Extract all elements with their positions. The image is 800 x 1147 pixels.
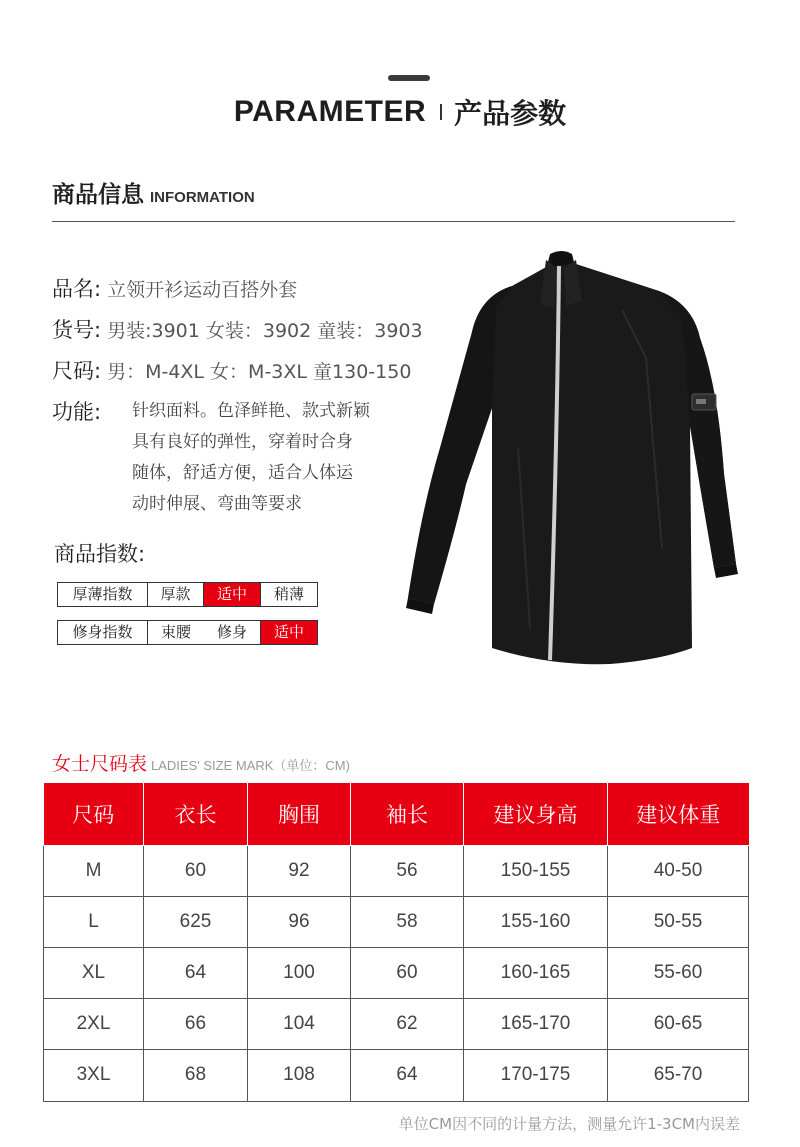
size-cell: L xyxy=(44,896,144,947)
info-section-title-cn: 商品信息 xyxy=(52,182,144,208)
thickness-option: 稍薄 xyxy=(273,585,304,603)
header-separator xyxy=(440,104,442,120)
size-cell: 100 xyxy=(248,947,351,998)
section-divider xyxy=(52,221,735,222)
size-cell: 3XL xyxy=(44,1049,144,1101)
table-row xyxy=(44,1049,749,1101)
function-line: 针织面料。色泽鲜艳、款式新颖 xyxy=(132,401,370,421)
table-row xyxy=(44,947,749,998)
size-cell: XL xyxy=(44,947,144,998)
fit-option-selected: 适中 xyxy=(261,621,317,644)
size-cell: M xyxy=(44,845,144,896)
size-cell: 40-50 xyxy=(608,845,749,896)
size-cell: 170-175 xyxy=(464,1049,608,1101)
info-value: 男：M-4XL 女：M-3XL 童130-150 xyxy=(107,361,412,383)
size-cell: 150-155 xyxy=(464,845,608,896)
size-cell: 68 xyxy=(144,1049,248,1101)
function-line: 动时伸展、弯曲等要求 xyxy=(132,494,302,514)
fit-index-label: 修身指数 xyxy=(58,621,148,644)
index-title: 商品指数: xyxy=(54,542,146,566)
size-cell: 64 xyxy=(144,947,248,998)
size-cell: 104 xyxy=(248,998,351,1049)
size-cell: 55-60 xyxy=(608,947,749,998)
size-cell: 96 xyxy=(248,896,351,947)
size-chart-title xyxy=(52,749,350,776)
fit-option: 束腰 xyxy=(160,623,191,641)
thickness-index xyxy=(57,582,318,607)
table-row xyxy=(44,845,749,896)
info-label: 品名: xyxy=(52,277,102,301)
size-cell: 108 xyxy=(248,1049,351,1101)
info-row-sku xyxy=(52,314,423,344)
function-line: 随体，舒适方便，适合人体运 xyxy=(132,463,353,483)
info-section-title xyxy=(52,176,255,209)
size-header-cell: 胸围 xyxy=(248,783,351,845)
size-chart-table xyxy=(43,783,749,1102)
size-cell: 62 xyxy=(351,998,464,1049)
info-label: 货号: xyxy=(52,318,102,342)
info-section-title-en: INFORMATION xyxy=(150,189,255,206)
size-cell: 66 xyxy=(144,998,248,1049)
size-cell: 60 xyxy=(351,947,464,998)
header-title-cn: 产品参数 xyxy=(454,97,567,130)
function-line: 具有良好的弹性，穿着时合身 xyxy=(132,432,353,452)
size-cell: 2XL xyxy=(44,998,144,1049)
size-header-cell: 尺码 xyxy=(44,783,144,845)
size-header-cell: 衣长 xyxy=(144,783,248,845)
thickness-option: 厚款 xyxy=(148,583,204,606)
size-cell: 625 xyxy=(144,896,248,947)
thickness-index-label: 厚薄指数 xyxy=(58,583,148,606)
size-cell: 64 xyxy=(351,1049,464,1101)
size-chart-title-en: LADIES' SIZE MARK（单位：CM) xyxy=(151,758,350,773)
thickness-option-selected: 适中 xyxy=(204,583,261,606)
measurement-footnote: 单位CM因不同的计量方法，测量允许1-3CM内误差 xyxy=(398,1115,740,1133)
fit-option: 修身 xyxy=(204,621,261,644)
info-value: 男装:3901 女装：3902 童装：3903 xyxy=(107,320,423,342)
size-chart-title-cn: 女士尺码表 xyxy=(52,753,148,775)
header-decoration-bar xyxy=(388,75,430,81)
size-header-cell: 建议身高 xyxy=(464,783,608,845)
size-cell: 92 xyxy=(248,845,351,896)
function-text xyxy=(132,396,402,520)
size-cell: 65-70 xyxy=(608,1049,749,1101)
header-title-en: PARAMETER xyxy=(233,95,427,128)
size-cell: 160-165 xyxy=(464,947,608,998)
function-label: 功能: xyxy=(52,400,102,424)
size-chart-header-row xyxy=(44,783,749,845)
table-row xyxy=(44,896,749,947)
info-row-size xyxy=(52,355,411,385)
size-header-cell: 建议体重 xyxy=(608,783,749,845)
table-row xyxy=(44,998,749,1049)
fit-index xyxy=(57,620,318,645)
size-cell: 56 xyxy=(351,845,464,896)
size-cell: 50-55 xyxy=(608,896,749,947)
info-value: 立领开衫运动百搭外套 xyxy=(107,279,298,301)
size-cell: 155-160 xyxy=(464,896,608,947)
size-cell: 60-65 xyxy=(608,998,749,1049)
size-cell: 165-170 xyxy=(464,998,608,1049)
size-cell: 58 xyxy=(351,896,464,947)
size-header-cell: 袖长 xyxy=(351,783,464,845)
page-header xyxy=(0,92,800,132)
info-label: 尺码: xyxy=(52,359,102,383)
jacket-product-image xyxy=(400,248,740,668)
info-row-name xyxy=(52,273,297,303)
size-cell: 60 xyxy=(144,845,248,896)
